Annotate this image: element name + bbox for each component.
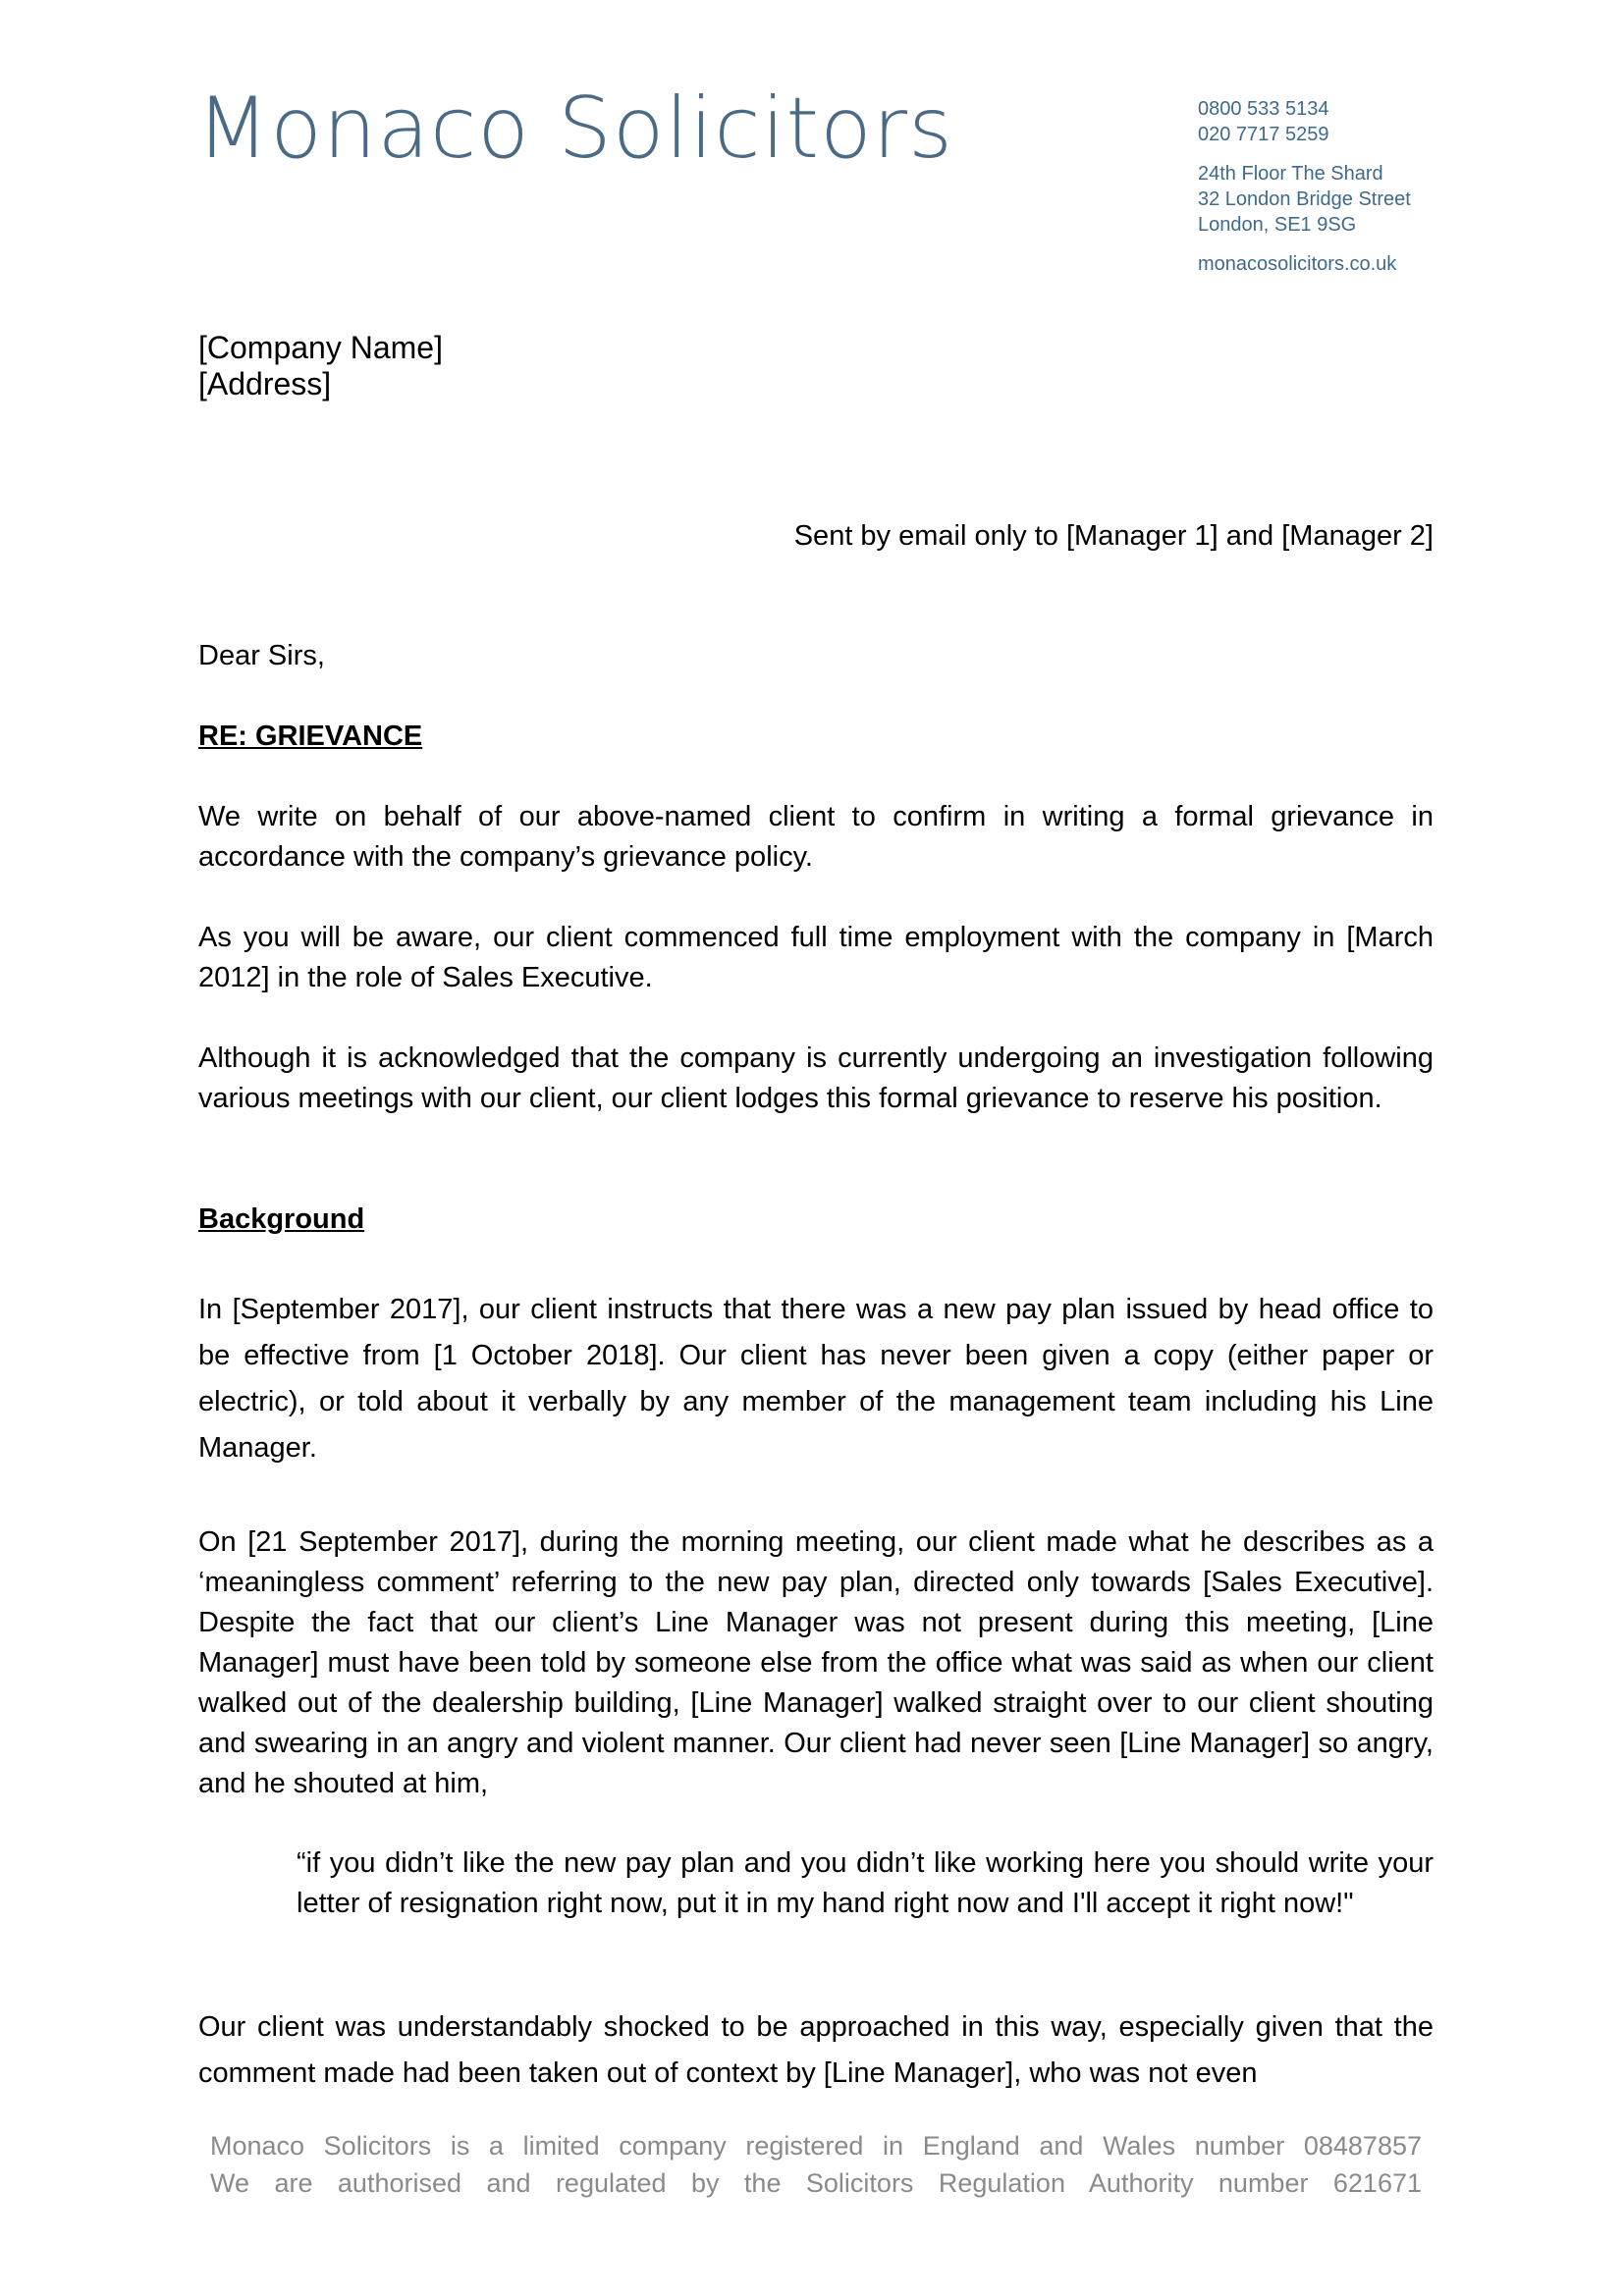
- paragraph-6: Our client was understandably shocked to be approached in this way, especially given that the comment made had been taken out of context by [Line Manager], who was not even: [198, 2011, 1434, 2089]
- sent-line: Sent by email only to [Manager 1] and [Manager 2]: [793, 520, 1434, 552]
- salutation: Dear Sirs,: [198, 640, 325, 671]
- website-link[interactable]: monacosolicitors.co.uk: [1198, 253, 1397, 275]
- phone-2: 020 7717 5259: [1198, 124, 1329, 145]
- phone-1: 0800 533 5134: [1198, 98, 1329, 120]
- company-logo: Monaco Solicitors: [196, 80, 953, 178]
- paragraph-5: On [21 September 2017], during the morning meeting, our client made what he describes as a ‘meaningless comment’ referring to the new pay plan, directed only towards [Sales Executive]. Despite the fact that our client’s Line Manager was not present during this meeting, [Line Manager] must have been told by someone else from the office what was said as when our client walked out of the dealership building, [Line Manager] walked straight over to our client shouting and swearing in an angry and violent manner. Our client had never seen [Line Manager] so angry, and he shouted at him,: [198, 1526, 1434, 1799]
- paragraph-3: Although it is acknowledged that the company is currently undergoing an investigation following various meetings with our client, our client lodges this formal grievance to reserve his position.: [198, 1042, 1434, 1114]
- contact-block: [1198, 96, 1492, 277]
- paragraph-2: As you will be aware, our client commenced full time employment with the company in [March 2012] in the role of Sales Executive.: [198, 922, 1434, 993]
- footer-line-1: Monaco Solicitors is a limited company registered in England and Wales number 08487857: [210, 2131, 1422, 2161]
- address-line-3: London, SE1 9SG: [1198, 214, 1357, 236]
- quotation: “if you didn’t like the new pay plan and you didn’t like working here you should write your letter of resignation right now, put it in my hand right now and I'll accept it right now!": [297, 1847, 1434, 1919]
- paragraph-4: In [September 2017], our client instructs that there was a new pay plan issued by head office to be effective from [1 October 2018]. Our client has never been given a copy (either paper or electric), or told about it verbally by any member of the management team including his Line Manager.: [198, 1294, 1434, 1464]
- recipient-address: [Address]: [198, 366, 332, 401]
- address-line-2: 32 London Bridge Street: [1198, 188, 1411, 210]
- recipient-block: [198, 330, 443, 402]
- recipient-company: [Company Name]: [198, 330, 443, 365]
- paragraph-1: We write on behalf of our above-named client to confirm in writing a formal grievance in accordance with the company’s grievance policy.: [198, 801, 1434, 873]
- address-line-1: 24th Floor The Shard: [1198, 163, 1383, 185]
- background-heading: Background: [198, 1203, 365, 1235]
- footer: [210, 2127, 1422, 2202]
- subject-heading: RE: GRIEVANCE: [198, 721, 423, 752]
- footer-line-2: We are authorised and regulated by the Solicitors Regulation Authority number 621671: [210, 2168, 1422, 2198]
